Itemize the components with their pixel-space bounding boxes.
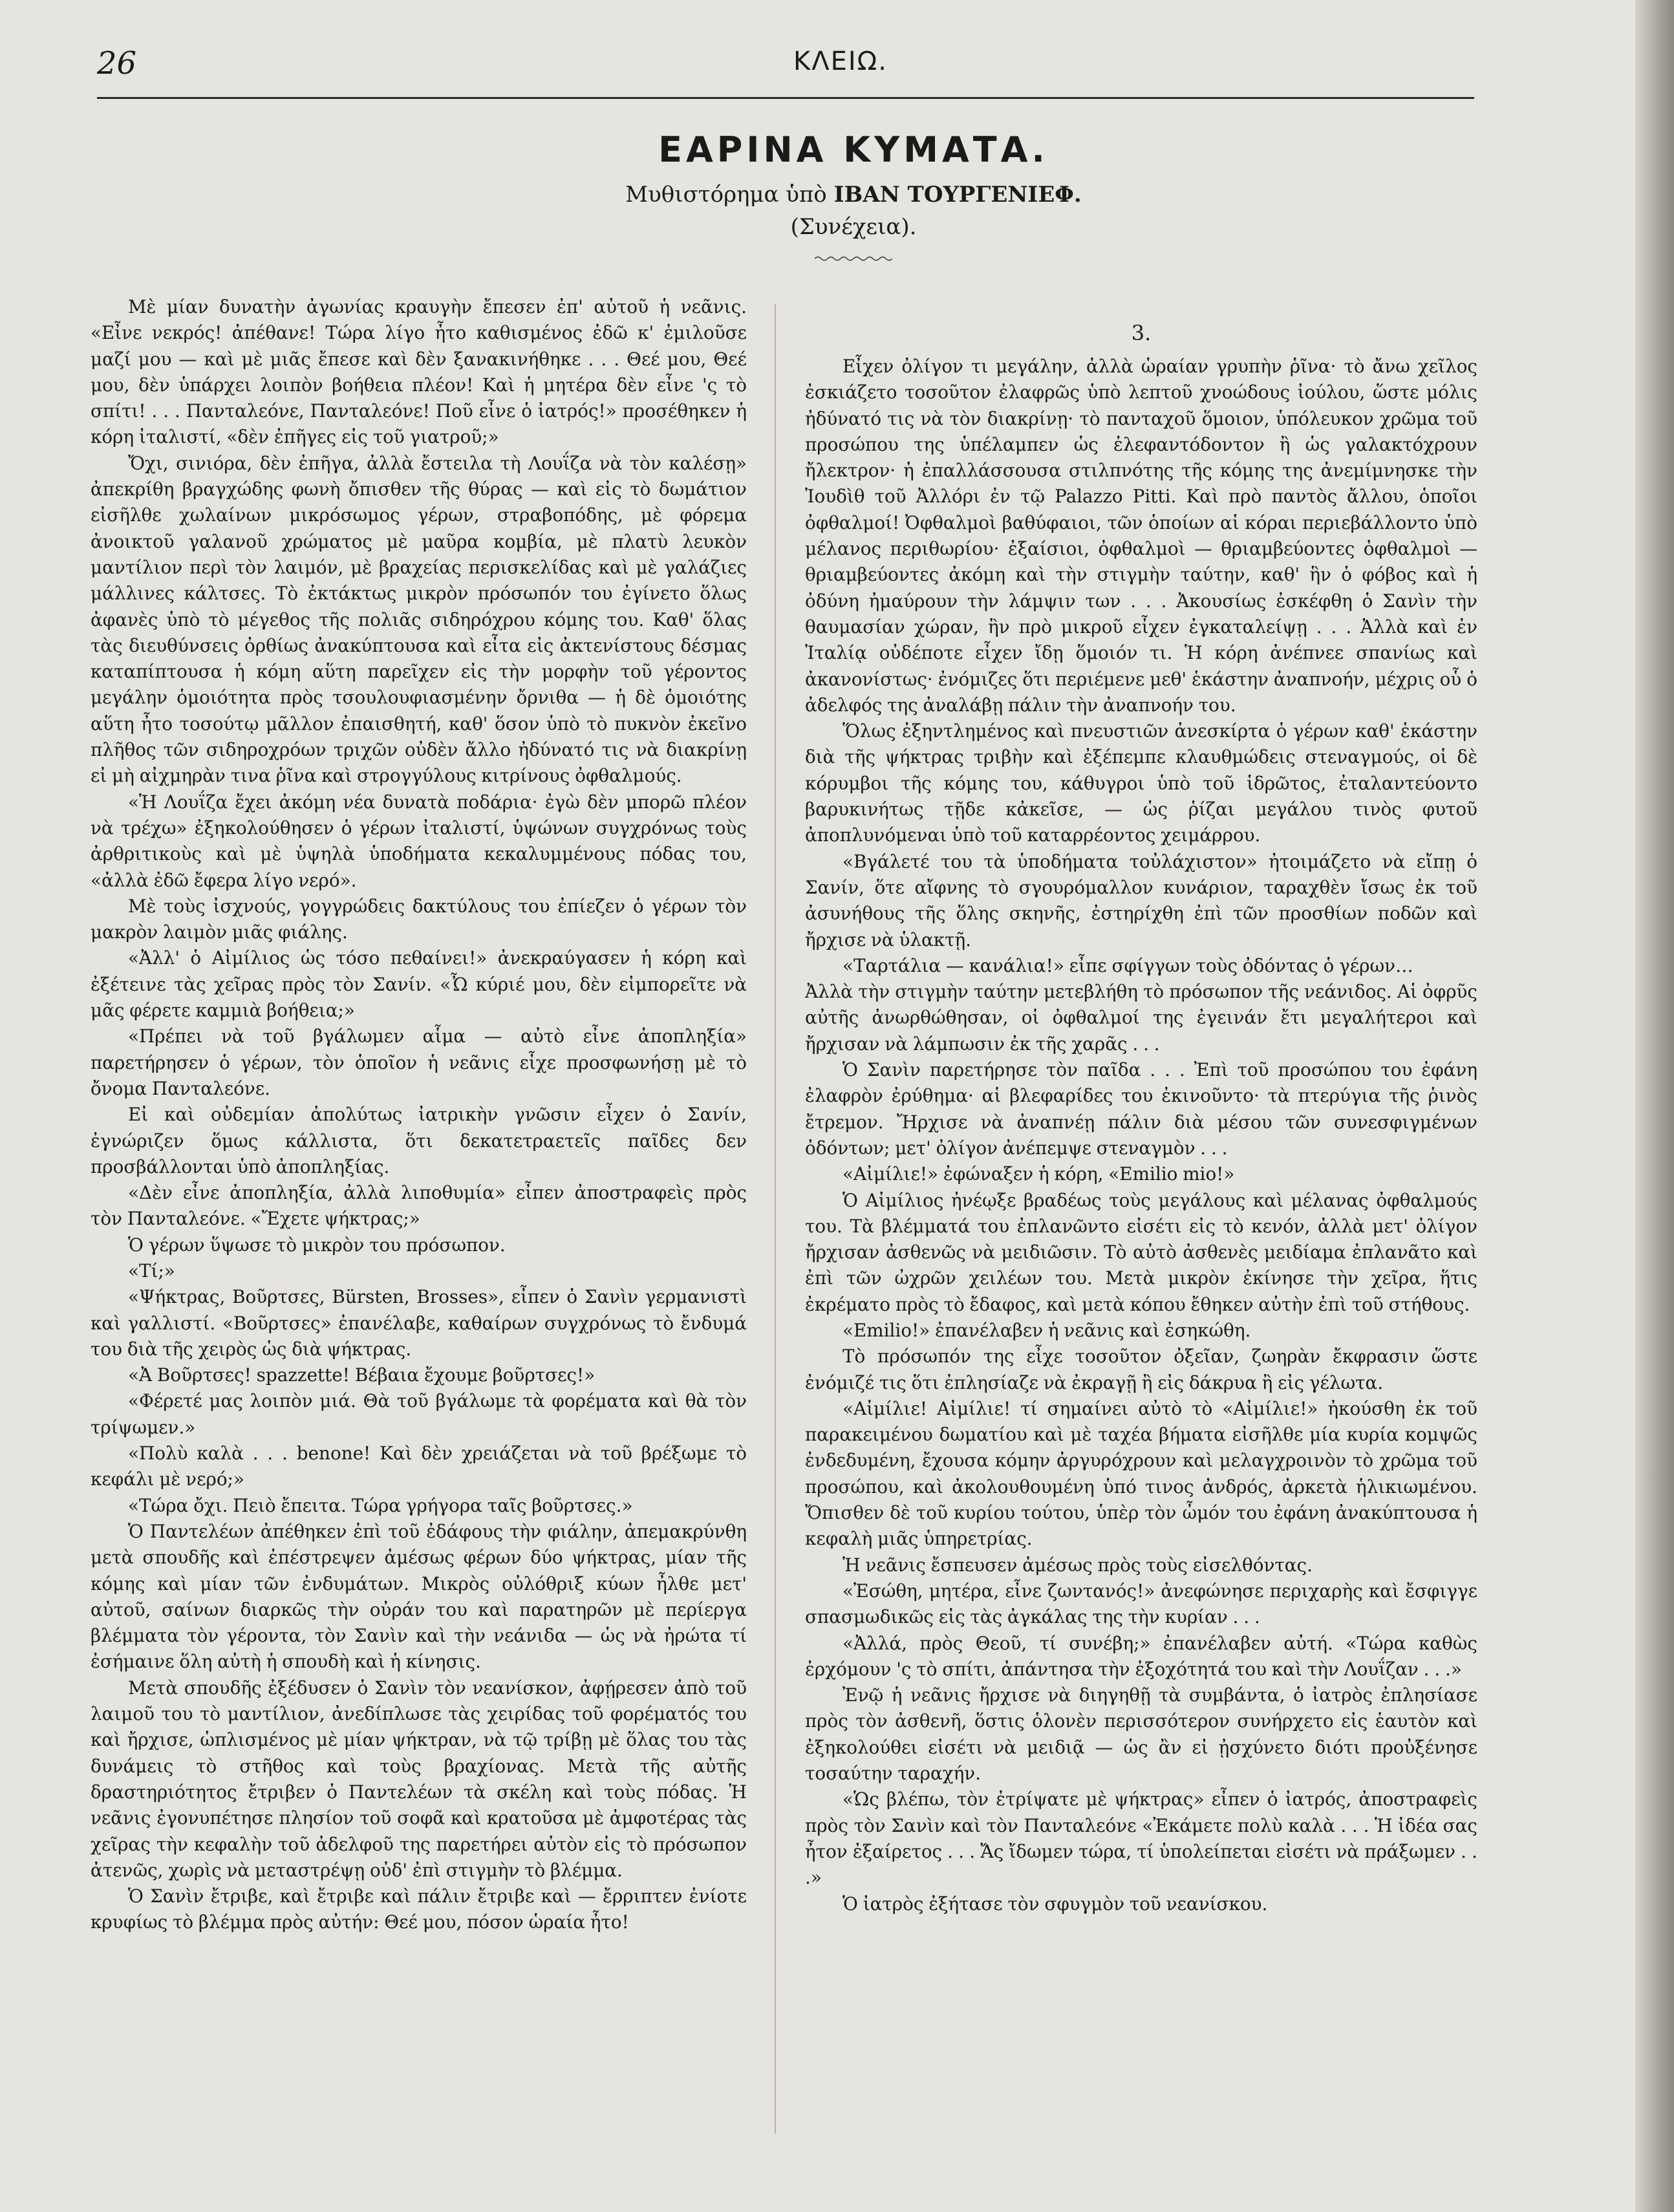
paragraph: «Τί;» bbox=[128, 1260, 175, 1282]
paragraph: «Ἀ Βοῦρτσες! spazzette! Βέβαια ἔχουμε βοῦρτσες!» bbox=[128, 1364, 596, 1386]
right-column bbox=[805, 294, 1477, 1917]
paragraph: «Αἰμίλιε!» ἐφώναξεν ἡ κόρη, «Emilio mio!» bbox=[842, 1163, 1235, 1185]
paragraph: Ὁ Σανὶν παρετήρησε τὸν παῖδα . . . Ἐπὶ τοῦ προσώπου του ἐφάνη ἐλαφρὸν ἐρύθημα· αἱ βλεφαρίδες του ἐκινοῦντο· τὰ πτερύγια τῆς ῥινὸς ἔτρεμον. Ἤρχισε νὰ ἀναπνέῃ πάλιν διὰ μέσου τῶν συνεσφιγμένων ὀδόντων; μετ' ὀλίγον ἀνέπεμψε στεναγμὸν . . . bbox=[805, 1059, 1477, 1159]
paragraph: Ἀλλὰ τὴν στιγμὴν ταύτην μετεβλήθη τὸ πρόσωπον τῆς νεάνιδος. Αἱ ὀφρῦς αὐτῆς ἀνωρθώθησαν, οἱ ὀφθαλμοί της ἐγεινάν ἔτι μεγαλήτεροι καὶ ἤρχισαν νὰ λάμπωσιν ἐκ τῆς χαρᾶς . . . bbox=[805, 981, 1477, 1055]
paragraph: Ὄχι, σινιόρα, δὲν ἐπῆγα, ἀλλὰ ἔστειλα τὴ Λουΐζα νὰ τὸν καλέσῃ» ἀπεκρίθη βραγχώδης φωνὴ ὄπισθεν τῆς θύρας — καὶ εἰς τὸ δωμάτιον εἰσῆλθε χωλαίνων μικρόσωμος γέρων, στραβοπόδης, μὲ φόρεμα ἀνοικτοῦ γαλανοῦ χρώματος μὲ μαῦρα κομβία, μὲ πλατὺ λευκὸν μαντίλιον περὶ τὸν λαιμόν, μὲ βραχείας περισκελίδας καὶ μὲ γαλάζιες μάλλινες κάλτσες. Τὸ ἐκτάκτως μικρὸν πρόσωπόν του ἐγίνετο ὅλως ἀφανὲς ὑπὸ τὸ μέγεθος τῆς πολιᾶς σιδηρόχρου κόμης του. Καθ' ὅλας τὰς διευθύνσεις ὀρθίως ἀνακύπτουσα καὶ εἶτα εἰς ἀκτενίστους δέσμας καταπίπτουσα ἡ κόμη αὕτη παρεῖχεν εἰς τὴν μορφὴν τοῦ γέροντος μεγάλην ὁμοιότητα πρὸς τσουλουφιασμένην ὄρνιθα — ἡ δὲ ὁμοιότης αὕτη ἦτο τοσούτῳ μᾶλλον ἐπαισθητή, καθ' ὅσον ὑπὸ τὸ πυκνὸν ἐκεῖνο πλῆθος τῶν σιδηροχρόων τριχῶν οὐδὲν ἄλλο ἠδύνατό τις νὰ διακρίνῃ εἰ μὴ αἰχμηρὰν τινα ῥῖνα καὶ στρογγύλους κιτρίνους ὀφθαλμούς. bbox=[91, 452, 747, 787]
story-subtitle bbox=[453, 182, 1254, 208]
paragraph: «Emilio!» ἐπανέλαβεν ἡ νεᾶνις καὶ ἐσηκώθη. bbox=[842, 1319, 1251, 1341]
paragraph: Εἰ καὶ οὐδεμίαν ἀπολύτως ἰατρικὴν γνῶσιν εἶχεν ὁ Σανίν, ἐγνώριζεν ὅμως κάλλιστα, ὅτι δεκατετραετεῖς παῖδες δεν προσβάλλονται ὑπὸ ἀποπληξίας. bbox=[91, 1104, 747, 1177]
paragraph: «Ἐσώθη, μητέρα, εἶνε ζωντανός!» ἀνεφώνησε περιχαρὴς καὶ ἔσφιγγε σπασμωδικῶς εἰς τὰς ἀγκάλας της τὴν κυρίαν . . . bbox=[805, 1580, 1477, 1628]
paragraph: Ὁ γέρων ὕψωσε τὸ μικρὸν του πρόσωπον. bbox=[128, 1234, 506, 1256]
story-title: ΕΑΡΙΝΑ ΚΥΜΑΤΑ. bbox=[658, 129, 1049, 170]
author-name: ΙΒΑΝ ΤΟΥΡΓΕΝΙΕΦ. bbox=[833, 182, 1082, 208]
journal-title: ΚΛΕΙΩ. bbox=[793, 47, 888, 76]
page-number: 26 bbox=[97, 45, 137, 81]
column-divider bbox=[775, 304, 776, 2134]
paragraph: Μὲ μίαν δυνατὴν ἀγωνίας κραυγὴν ἔπεσεν ἐπ' αὐτοῦ ἡ νεᾶνις. «Εἶνε νεκρός! ἀπέθανε! Τώρα λίγο ἦτο καθισμένος ἐδῶ κ' ἐμιλοῦσε μαζί μου — καὶ μὲ μιᾶς ἔπεσε καὶ δὲν ξανακινήθηκε . . . Θεέ μου, Θεέ μου, δὲν ὑπάρχει λοιπὸν βοήθεια πλέον! Καὶ ἡ μητέρα δὲν εἶνε 'ς τὸ σπίτι! . . . Πανταλεόνε, Πανταλεόνε! Ποῦ εἶνε ὁ ἰατρός!» προσέθηκεν ἡ κόρη ἰταλιστί, «δὲν ἐπῆγες εἰς τοῦ γιατροῦ;» bbox=[91, 296, 747, 448]
paragraph: «Δὲν εἶνε ἀποπληξία, ἀλλὰ λιποθυμία» εἶπεν ἀποστραφεὶς πρὸς τὸν Πανταλεόνε. «Ἔχετε ψήκτρας;» bbox=[91, 1182, 747, 1230]
paragraph: Ὁ ἰατρὸς ἐξήτασε τὸν σφυγμὸν τοῦ νεανίσκου. bbox=[842, 1893, 1268, 1915]
paragraph: Ὁ Αἰμίλιος ἠνέῳξε βραδέως τοὺς μεγάλους καὶ μέλανας ὀφθαλμούς του. Τὰ βλέμματά του ἐπλανῶντο εἰσέτι εἰς τὸ κενόν, ἀλλὰ μετ' ὀλίγον ἤρχισαν ἀσθενῶς νὰ μειδιῶσιν. Τὸ αὐτὸ ἀσθενὲς μειδίαμα ἐπλανᾶτο καὶ ἐπὶ τῶν ὠχρῶν χειλέων του. Μετὰ μικρὸν ἐκίνησε τὴν χεῖρα, ἥτις ἐκρέματο πρὸς τὸ ἔδαφος, καὶ μετὰ κόπου ἔθηκεν αὐτὴν ἐπὶ τοῦ στήθους. bbox=[805, 1189, 1477, 1315]
paragraph: Ἡ νεᾶνις ἔσπευσεν ἀμέσως πρὸς τοὺς εἰσελθόντας. bbox=[842, 1554, 1313, 1576]
paragraph: Ὁ Παντελέων ἀπέθηκεν ἐπὶ τοῦ ἐδάφους τὴν φιάλην, ἀπεμακρύνθη μετὰ σπουδῆς καὶ ἐπέστρεψεν ἀμέσως φέρων δύο ψήκτρας, μίαν τῆς κόμης καὶ μίαν τῶν ἐνδυμάτων. Μικρὸς οὐλόθριξ κύων ἦλθε μετ' αὐτοῦ, σαίνων διαρκῶς τὴν οὐράν του καὶ παρατηρῶν μὲ περίεργα βλέμματα τὸν γέροντα, τὸν Σανὶν καὶ τὴν νεάνιδα — ὡς νὰ ἠρώτα τί ἐσήμαινε ὅλη αὐτὴ ἡ σπουδὴ καὶ ἡ κίνησις. bbox=[91, 1520, 747, 1673]
continuation-note: (Συνέχεια). bbox=[790, 214, 917, 240]
page-edge-shadow bbox=[1635, 0, 1674, 2212]
paragraph: «Ψήκτρας, Βοῦρτσες, Bürsten, Brosses», εἶπεν ὁ Σανὶν γερμανιστὶ καὶ γαλλιστί. «Βοῦρτσες» ἐπανέλαβε, καθαίρων συγχρόνως τὸ ἔνδυμά του διὰ τῆς χειρὸς ὡς διὰ ψήκτρας. bbox=[91, 1286, 747, 1360]
subtitle-prefix: Μυθιστόρημα ὑπὸ bbox=[625, 182, 834, 208]
paragraph: «Ἀλλά, πρὸς Θεοῦ, τί συνέβη;» ἐπανέλαβεν αὐτή. «Τώρα καθὼς ἐρχόμουν 'ς τὸ σπίτι, ἀπάντησα τὴν ἐξοχότητά του καὶ τὴν Λουΐζαν . . .» bbox=[805, 1632, 1477, 1680]
wavy-rule-ornament bbox=[815, 255, 892, 262]
paragraph: «Τώρα ὄχι. Πειὸ ἔπειτα. Τώρα γρήγορα ταῖς βοῦρτσες.» bbox=[128, 1494, 633, 1516]
paragraph: Μετὰ σπουδῆς ἐξέδυσεν ὁ Σανὶν τὸν νεανίσκον, ἀφῄρεσεν ἀπὸ τοῦ λαιμοῦ του τὸ μαντίλιον, ἀνεδίπλωσε τὰς χειρίδας τοῦ φορέματός του καὶ ἤρχισε, ὡπλισμένος μὲ μίαν ψήκτραν, νὰ τῷ τρίβῃ μὲ ὅλας του τὰς δυνάμεις τὸ στῆθος καὶ τοὺς βραχίονας. Μετὰ τῆς αὐτῆς δραστηριότητος ἔτριβεν ὁ Παντελέων τὰ σκέλη καὶ τοὺς πόδας. Ἡ νεᾶνις ἐγονυπέτησε πλησίον τοῦ σοφᾶ καὶ κρατοῦσα μὲ ἀμφοτέρας τὰς χεῖρας τὴν κεφαλὴν τοῦ ἀδελφοῦ της παρετήρει αὐτὸν εἰς τὸ πρόσωπον ἀτενῶς, χωρὶς νὰ μεταστρέψῃ οὐδ' ἐπὶ στιγμὴν τὸ βλέμμα. bbox=[91, 1677, 747, 1881]
paragraph: Ἐνῷ ἡ νεᾶνις ἤρχισε νὰ διηγηθῇ τὰ συμβάντα, ὁ ἰατρὸς ἐπλησίασε πρὸς τὸν ἀσθενῆ, ὅστις ὁλονὲν περισσότερον συνήρχετο εἰς ἑαυτὸν καὶ ἐξηκολούθει εἰσέτι νὰ μειδιᾷ — ὡς ἂν εἰ ᾐσχύνετο διότι προὐξένησε τοσαύτην ταραχήν. bbox=[805, 1684, 1477, 1785]
title-block bbox=[453, 129, 1254, 262]
paragraph: «Βγάλετέ του τὰ ὑποδήματα τοὐλάχιστον» ἠτοιμάζετο νὰ εἴπῃ ὁ Σανίν, ὅτε αἴφνης τὸ σγουρόμαλλον κυνάριον, ταραχθὲν ἴσως ἐκ τοῦ ἀσυνήθους τῆς ὅλης σκηνῆς, ἐστηρίχθη ἐπὶ τῶν προσθίων ποδῶν καὶ ἤρχισε νὰ ὑλακτῇ. bbox=[805, 850, 1477, 950]
section-number: 3. bbox=[1131, 321, 1152, 345]
paragraph: «Φέρετέ μας λοιπὸν μιά. Θὰ τοῦ βγάλωμε τὰ φορέματα καὶ θὰ τὸν τρίψωμεν.» bbox=[91, 1390, 747, 1438]
paragraph: «Ταρτάλια — κανάλια!» εἶπε σφίγγων τοὺς ὀδόντας ὁ γέρων… bbox=[842, 954, 1413, 976]
running-head bbox=[97, 39, 1474, 99]
paragraph: «Πρέπει νὰ τοῦ βγάλωμεν αἷμα — αὐτὸ εἶνε ἀποπληξία» παρετήρησεν ὁ γέρων, τὸν ὁποῖον ἡ νεᾶνις εἶχε προσφωνήσῃ μὲ τὸ ὄνομα Πανταλεόνε. bbox=[91, 1025, 747, 1099]
paragraph: Ὅλως ἐξηντλημένος καὶ πνευστιῶν ἀνεσκίρτα ὁ γέρων καθ' ἑκάστην διὰ τῆς ψήκτρας τριβὴν καὶ ἐξέπεμπε κλαυθμώδεις στεναγμούς, οἱ δὲ κόρυμβοι τῆς κόμης του, κάθυγροι ὑπὸ τοῦ ἱδρῶτος, ἐταλαντεύοντο βαρυκινήτως τῇδε κἀκεῖσε, — ὡς ῥίζαι μεγάλου τινὸς φυτοῦ ἀποπλυνόμεναι ὑπὸ τοῦ καταρρέοντος χειμάρρου. bbox=[805, 720, 1477, 846]
paragraph: «Πολὺ καλὰ . . . benone! Καὶ δὲν χρειάζεται νὰ τοῦ βρέξωμε τὸ κεφάλι μὲ νερό;» bbox=[91, 1443, 747, 1490]
paragraph: Μὲ τοὺς ἰσχνούς, γογγρώδεις δακτύλους του ἐπίεζεν ὁ γέρων τὸν μακρὸν λαιμὸν μιᾶς φιάλης. bbox=[91, 895, 747, 943]
paragraph: Ὁ Σανὶν ἔτριβε, καὶ ἔτριβε καὶ πάλιν ἔτριβε καὶ — ἔρριπτεν ἐνίοτε κρυφίως τὸ βλέμμα πρὸς αὐτήν: Θεέ μου, πόσον ὡραία ἦτο! bbox=[91, 1885, 747, 1933]
paragraph: «Ἡ Λουΐζα ἔχει ἀκόμη νέα δυνατὰ ποδάρια· ἐγὼ δὲν μπορῶ πλέον νὰ τρέχω» ἐξηκολούθησεν ὁ γέρων ἰταλιστί, ὑψώνων συγχρόνως τοὺς ἀρθριτικοὺς καὶ μὲ ὑψηλὰ ὑποδήματα κεκαλυμμένους πόδας του, «ἀλλὰ ἐδῶ ἔφερα λίγο νερό». bbox=[91, 791, 747, 891]
paragraph: «Αἰμίλιε! Αἰμίλιε! τί σημαίνει αὐτὸ τὸ «Αἰμίλιε!» ἠκούσθη ἐκ τοῦ παρακειμένου δωματίου καὶ μὲ ταχέα βήματα εἰσῆλθε μία κυρία κομψῶς ἐνδεδυμένη, ἔχουσα κόμην ἀργυρόχρουν καὶ μελαγχροινὸν τὸ χρῶμα τοῦ προσώπου, καὶ ἀκολουθουμένη ὑπό τινος ἀνδρός, ἀρκετὰ ἡλικιωμένου. Ὄπισθεν δὲ τοῦ κυρίου τούτου, ὑπὲρ τὸν ὦμόν του ἐφάνη ἀνακύπτουσα ἡ κεφαλὴ μιᾶς ὑπηρετρίας. bbox=[805, 1397, 1477, 1550]
paragraph: «Ὡς βλέπω, τὸν ἐτρίψατε μὲ ψήκτρας» εἶπεν ὁ ἰατρός, ἀποστραφεὶς πρὸς τὸν Σανὶν καὶ τὸν Πανταλεόνε «Ἐκάμετε πολὺ καλὰ . . . Ἡ ἰδέα σας ἦτον ἐξαίρετος . . . Ἄς ἴδωμεν τώρα, τί ὑπολείπεται εἰσέτι νὰ πράξωμεν . . .» bbox=[805, 1788, 1477, 1889]
left-column bbox=[91, 294, 747, 1936]
paragraph: Εἶχεν ὀλίγον τι μεγάλην, ἀλλὰ ὡραίαν γρυπὴν ῥῖνα· τὸ ἄνω χεῖλος ἐσκιάζετο τοσοῦτον ἐλαφρῶς ὑπὸ λεπτοῦ χνοώδους ἰούλου, ὥστε μόλις ἠδύνατό τις νὰ τὸν διακρίνῃ· τὸ πανταχοῦ ὅμοιον, ὑπόλευκον χρῶμα τοῦ προσώπου της ὑπέλαμπεν ὡς ἐλεφαντόδοντον ἢ ὡς γαλακτόχρουν ἤλεκτρον· ἡ ἐπαλλάσσουσα στιλπνότης τῆς κόμης της ἀνεμίμνησκε τὴν Ἰουδὶθ τοῦ Ἀλλόρι ἐν τῷ Palazzo Pitti. Καὶ πρὸ παντὸς ἄλλου, ὁποῖοι ὀφθαλμοί! Ὀφθαλμοὶ βαθύφαιοι, τῶν ὁποίων αἱ κόραι περιεβάλλοντο ὑπὸ μέλανος περιθωρίου· ἐξαίσιοι, ὀφθαλμοὶ — θριαμβεύοντες ὀφθαλμοὶ — θριαμβεύοντες ἀκόμη καὶ τὴν στιγμὴν ταύτην, καθ' ἣν ὁ φόβος καὶ ἡ ὀδύνη ἠμαύρουν τὴν λάμψιν των . . . Ἀκουσίως ἐσκέφθη ὁ Σανὶν τὴν θαυμασίαν χώραν, ἣν πρὸ μικροῦ εἶχεν ἐγκαταλείψῃ . . . Ἀλλὰ καὶ ἐν Ἰταλίᾳ οὐδέποτε εἶχεν ἴδῃ ὅμοιόν τι. Ἡ κόρη ἀνέπνεε σπανίως καὶ ἀκανονίστως· ἐνόμιζες ὅτι περιέμενε μεθ' ἑκάστην ἀναπνοήν, μέχρις οὗ ὁ ἀδελφός της ἀναλάβῃ πάλιν τὴν ἀναπνοήν του. bbox=[805, 356, 1477, 716]
paragraph: Τὸ πρόσωπόν της εἶχε τοσοῦτον ὀξεῖαν, ζωηρὰν ἔκφρασιν ὥστε ἐνόμιζέ τις ὅτι ἐπλησίαζε νὰ ἐκραγῇ ἢ εἰς δάκρυα ἢ εἰς γέλωτα. bbox=[805, 1346, 1477, 1393]
paragraph: «Ἀλλ' ὁ Αἰμίλιος ὡς τόσο πεθαίνει!» ἀνεκραύγασεν ἡ κόρη καὶ ἐξέτεινε τὰς χεῖρας πρὸς τὸν Σανίν. «Ὦ κύριέ μου, δὲν εἰμπορεῖτε νὰ μᾶς φέρετε καμμιὰ βοήθεια;» bbox=[91, 947, 747, 1022]
